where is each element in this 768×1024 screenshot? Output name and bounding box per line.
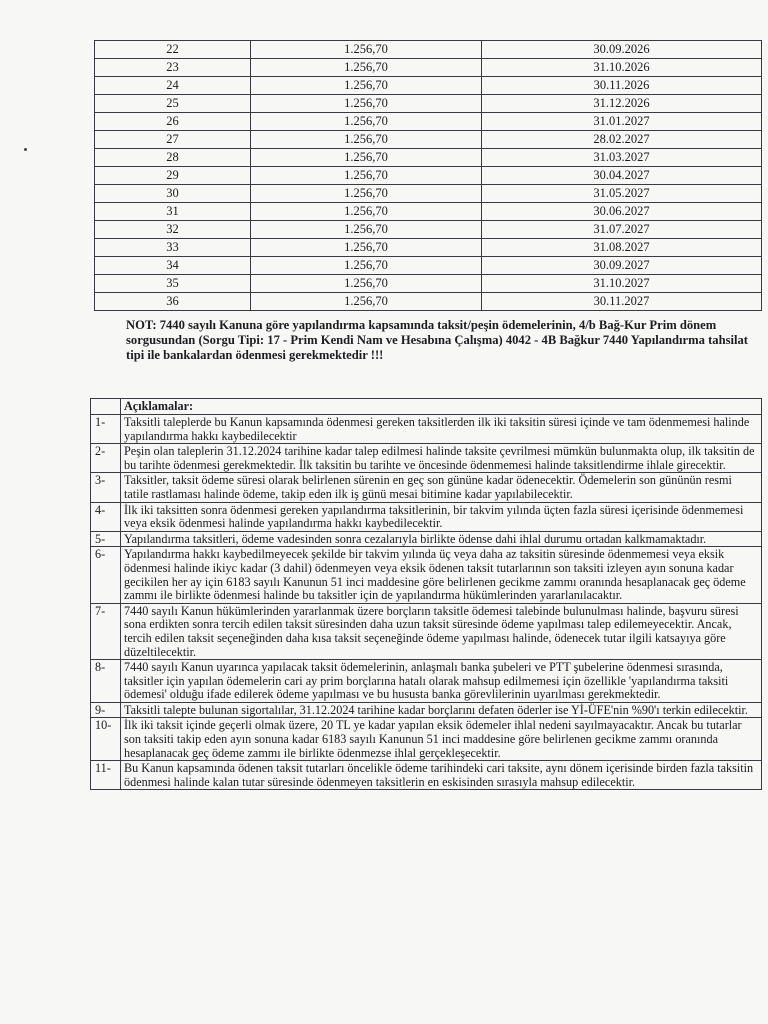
installment-table	[94, 40, 762, 311]
installment-amount: 1.256,70	[251, 203, 482, 221]
installment-due-date: 30.06.2027	[482, 203, 762, 221]
explanation-text: Taksitli talepte bulunan sigortalılar, 31.12.2024 tarihine kadar borçlarını defaten öderler ise Yİ-ÜFE'nin %90'ı terkin edilecektir.	[121, 702, 762, 718]
explanation-number: 6-	[91, 547, 121, 603]
installment-due-date: 31.10.2026	[482, 59, 762, 77]
installment-row	[95, 257, 762, 275]
explanation-number: 4-	[91, 502, 121, 531]
installment-number: 33	[95, 239, 251, 257]
explanations-header-row	[91, 399, 762, 415]
explanation-row	[91, 761, 762, 790]
installment-due-date: 31.08.2027	[482, 239, 762, 257]
installment-number: 30	[95, 185, 251, 203]
installment-row	[95, 95, 762, 113]
installment-due-date: 31.10.2027	[482, 275, 762, 293]
installment-amount: 1.256,70	[251, 239, 482, 257]
installment-number: 31	[95, 203, 251, 221]
installment-due-date: 28.02.2027	[482, 131, 762, 149]
explanation-number: 5-	[91, 531, 121, 547]
explanation-number: 2-	[91, 444, 121, 473]
installment-due-date: 31.05.2027	[482, 185, 762, 203]
installment-row	[95, 203, 762, 221]
installment-row	[95, 167, 762, 185]
explanation-text: Taksitler, taksit ödeme süresi olarak belirlenen sürenin en geç son gününe kadar ödenecektir. Ödemelerin son gününün resmi tatile rastlaması halinde ödeme, takip eden ilk iş günü mesai bitimine kadar yapılabilecektir.	[121, 473, 762, 502]
installment-amount: 1.256,70	[251, 41, 482, 59]
installment-number: 36	[95, 293, 251, 311]
installment-amount: 1.256,70	[251, 275, 482, 293]
explanation-number: 11-	[91, 761, 121, 790]
installment-number: 26	[95, 113, 251, 131]
explanation-text: Peşin olan taleplerin 31.12.2024 tarihine kadar talep edilmesi halinde taksite çevrilmesi mümkün bulunmakta olup, ilk taksitin de bu tarihte ödenmesi gerekmektedir. İlk taksitin bu tarihte ve öncesinde ödenmemesi halinde taksitlendirme ihlale girecektir.	[121, 444, 762, 473]
explanation-number: 9-	[91, 702, 121, 718]
installment-due-date: 31.12.2026	[482, 95, 762, 113]
explanations-table	[90, 398, 762, 790]
explanation-text: İlk iki taksitten sonra ödenmesi gereken yapılandırma taksitlerinin, bir takvim yılında üçten fazla süresi içerisinde ödenmemesi veya eksik ödenmesi halinde yapılandırma hakkı kaybedilecektir.	[121, 502, 762, 531]
installment-number: 28	[95, 149, 251, 167]
explanation-row	[91, 531, 762, 547]
installment-number: 23	[95, 59, 251, 77]
explanation-number: 10-	[91, 718, 121, 761]
installment-amount: 1.256,70	[251, 167, 482, 185]
installment-due-date: 30.11.2027	[482, 293, 762, 311]
explanation-row	[91, 415, 762, 444]
explanation-row	[91, 444, 762, 473]
installment-due-date: 30.09.2027	[482, 257, 762, 275]
installment-row	[95, 77, 762, 95]
installment-amount: 1.256,70	[251, 113, 482, 131]
installment-row	[95, 185, 762, 203]
explanation-text: 7440 sayılı Kanun hükümlerinden yararlanmak üzere borçların taksitle ödemesi talebinde bulunulması halinde, başvuru süresi sona erdikten sonra tercih edilen taksit süresinden daha uzun taksit süresinde ödeme yapılması talep edilemeyecektir. Ancak, tercih edilen taksit seçeneğinden daha kısa taksit seçeneğinde ödeme yapılması halinde, ödenecek tutar ilgili katsayıya göre düzeltilecektir.	[121, 603, 762, 659]
installment-due-date: 31.03.2027	[482, 149, 762, 167]
installment-amount: 1.256,70	[251, 149, 482, 167]
explanation-number: 8-	[91, 660, 121, 703]
explanation-text: Taksitli taleplerde bu Kanun kapsamında ödenmesi gereken taksitlerden ilk iki taksitin süresi içinde ve tam ödenmemesi halinde yapılandırma hakkı kaybedilecektir	[121, 415, 762, 444]
installment-row	[95, 275, 762, 293]
installment-due-date: 31.07.2027	[482, 221, 762, 239]
installment-number: 29	[95, 167, 251, 185]
installment-amount: 1.256,70	[251, 95, 482, 113]
installment-number: 27	[95, 131, 251, 149]
explanation-text: İlk iki taksit içinde geçerli olmak üzere, 20 TL ye kadar yapılan eksik ödemeler ihlal nedeni sayılmayacaktır. Ancak bu tutarlar son taksiti takip eden ayın sonuna kadar 6183 sayılı Kanunun 51 inci maddesine göre belirlenen gecikme zammı oranında hesaplanacak geç ödeme zammı ile birlikte ödenmezse ihlal gerçekleşecektir.	[121, 718, 762, 761]
explanations-title: Açıklamalar:	[121, 399, 762, 415]
installment-amount: 1.256,70	[251, 59, 482, 77]
explanation-row	[91, 473, 762, 502]
installment-row	[95, 149, 762, 167]
installment-amount: 1.256,70	[251, 257, 482, 275]
installment-number: 24	[95, 77, 251, 95]
installment-amount: 1.256,70	[251, 293, 482, 311]
explanation-text: Yapılandırma hakkı kaybedilmeyecek şekilde bir takvim yılında üç veya daha az taksitin süresinde ödenmemesi veya eksik ödenmesi halinde ikiyc kadar (3 dahil) ödenmeyen veya eksik ödenen taksit tutarlarının son taksiti izleyen ayın sonuna kadar gecikilen her ay için 6183 sayılı Kanunun 51 inci maddesine göre belirlenen gecikme zammı oranında hesaplanacak geç ödeme zammı ile birlikte ödenmesi halinde bu taksitler için de yapılandırma hükümlerinden yararlanılacaktır.	[121, 547, 762, 603]
explanation-number: 1-	[91, 415, 121, 444]
installment-due-date: 30.11.2026	[482, 77, 762, 95]
installment-due-date: 31.01.2027	[482, 113, 762, 131]
payment-note: NOT: 7440 sayılı Kanuna göre yapılandırma kapsamında taksit/peşin ödemelerinin, 4/b Bağ-Kur Prim dönem sorgusundan (Sorgu Tipi: 17 - Prim Kendi Nam ve Hesabına Çalışma) 4042 - 4B Bağkur 7440 Yapılandırma tahsilat tipi ile bankalardan ödenmesi gerekmektedir !!!	[126, 318, 748, 362]
installment-due-date: 30.04.2027	[482, 167, 762, 185]
installment-amount: 1.256,70	[251, 77, 482, 95]
explanation-text: Bu Kanun kapsamında ödenen taksit tutarları öncelikle ödeme tarihindeki cari taksite, aynı dönem içerisinde birden fazla taksitin ödenmesi halinde kalan tutar süresinde ödenmeyen taksitlerin en eskisinden sırasıyla mahsup edilecektir.	[121, 761, 762, 790]
installment-row	[95, 239, 762, 257]
installment-amount: 1.256,70	[251, 221, 482, 239]
explanation-row	[91, 502, 762, 531]
explanation-number: 7-	[91, 603, 121, 659]
installment-amount: 1.256,70	[251, 185, 482, 203]
installment-number: 32	[95, 221, 251, 239]
installment-row	[95, 293, 762, 311]
installment-row	[95, 113, 762, 131]
explanation-text: Yapılandırma taksitleri, ödeme vadesinden sonra cezalarıyla birlikte ödense dahi ihlal durumu ortadan kalkmamaktadır.	[121, 531, 762, 547]
installment-number: 25	[95, 95, 251, 113]
installment-number: 34	[95, 257, 251, 275]
explanation-row	[91, 603, 762, 659]
installment-number: 22	[95, 41, 251, 59]
explanation-row	[91, 660, 762, 703]
header-num-cell	[91, 399, 121, 415]
scan-speck	[24, 148, 27, 151]
explanation-row	[91, 702, 762, 718]
installment-row	[95, 221, 762, 239]
installment-row	[95, 59, 762, 77]
installment-due-date: 30.09.2026	[482, 41, 762, 59]
installment-number: 35	[95, 275, 251, 293]
installment-row	[95, 41, 762, 59]
installment-row	[95, 131, 762, 149]
explanation-row	[91, 718, 762, 761]
explanation-number: 3-	[91, 473, 121, 502]
explanation-text: 7440 sayılı Kanun uyarınca yapılacak taksit ödemelerinin, anlaşmalı banka şubeleri ve PTT şubelerine ödenmesi sırasında, taksitler için yapılan ödemelerin cari ay prim borçlarına hatalı olarak mahsup edilmemesi için özellikle 'yapılandırma taksiti ödemesi' olduğu ifade edilerek ödeme yapılması ve bu hususta banka görevlilerinin uyarılması gerekmektedir.	[121, 660, 762, 703]
explanation-row	[91, 547, 762, 603]
installment-amount: 1.256,70	[251, 131, 482, 149]
